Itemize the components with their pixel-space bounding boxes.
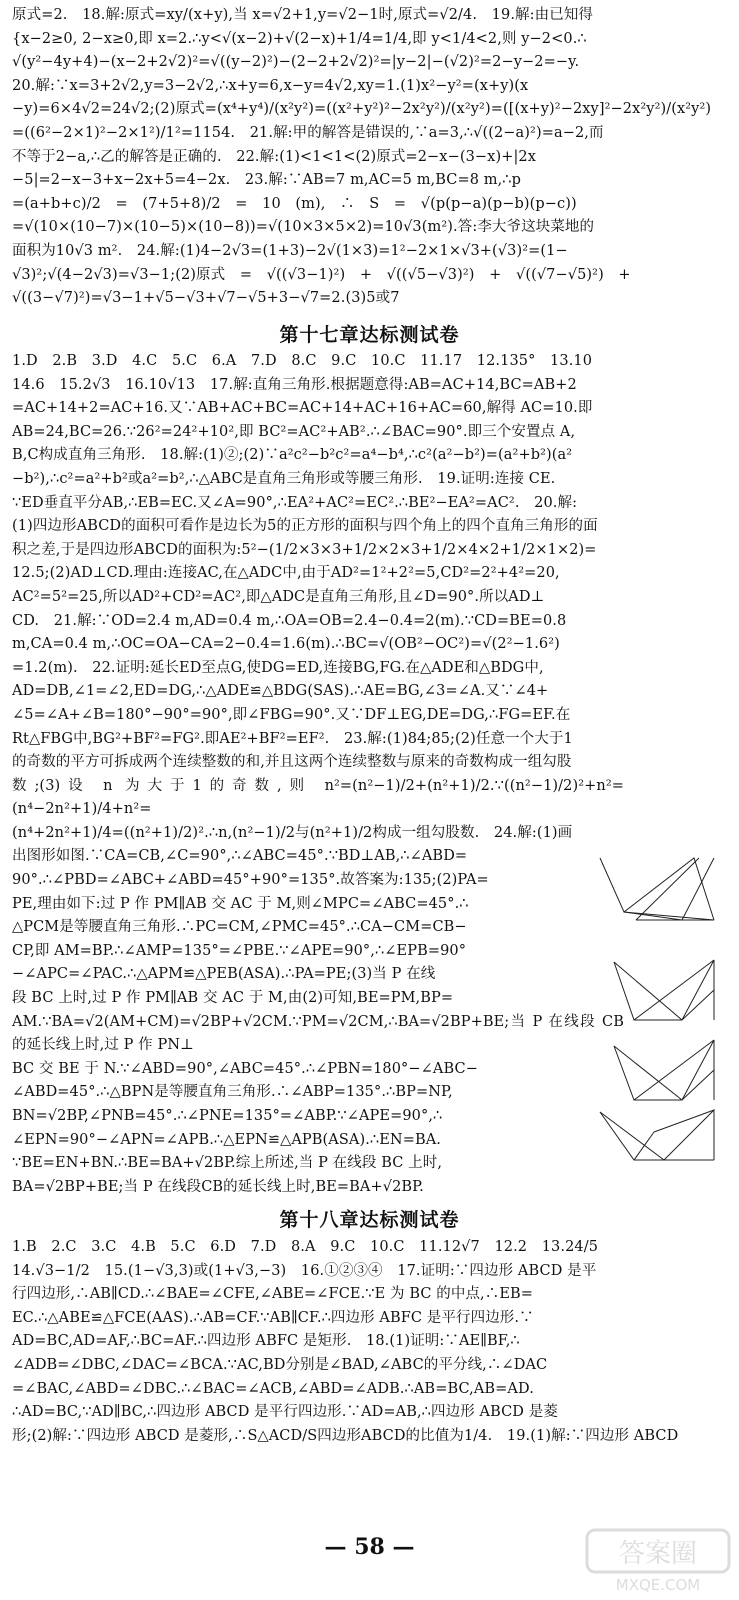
answer-line: =1.2(m). 22.证明:延长ED至点G,使DG=ED,连接BG,FG.在△ADE和△BDG中, [12,659,544,676]
answer-block-chapter18 [12,1236,724,1448]
answer-line: AM.∵BA=√2(AM+CM)=√2BP+√2CM.∵PM=√2CM,∴BA=√2BP+BE;当 P 在线段 CB 的延长线上时,过 P 作 PN⊥ [12,1013,624,1054]
answer-line: BA=√2BP+BE;当 P 在线段CB的延长线上时,BE=BA+√2BP. [12,1178,424,1195]
answer-line: =∠BAC,∠ABD=∠DBC.∴∠BAC=∠ACB,∠ABD=∠ADB.∴AB=BC,AB=AD. [12,1380,534,1397]
answer-line: √3)²;√(4−2√3)=√3−1;(2)原式 = √((√3−1)²) + √((√5−√3)²) + √((√7−√5)²) + [12,266,631,283]
answer-line: AD=BC,AD=AF,∴BC=AF.∴四边形 ABFC 是矩形. 18.(1)证明:∵AE∥BF,∴ [12,1333,520,1350]
answer-line: AB=24,BC=26.∵26²=24²+10²,即 BC²=AC²+AB².∴∠BAC=90°.即三个安置点 A, [12,423,576,440]
answer-line: (1)四边形ABCD的面积可看作是边长为5的正方形的面积与四个角上的四个直角三角形的面 [12,518,598,535]
answer-line: ∴AD=BC,∵AD∥BC,∴四边形 ABCD 是平行四边形.∵AD=AB,∴四边形 ABCD 是菱 [12,1404,558,1421]
answer-line: ∵BE=EN+BN.∴BE=BA+√2BP.综上所述,当 P 在线段 BC 上时, [12,1155,443,1172]
answer-line: BC 交 BE 于 N.∵∠ABD=90°,∠ABC=45°.∴∠PBN=180°−∠ABC− [12,1060,478,1077]
answer-line: 积之差,于是四边形ABCD的面积为:5²−(1/2×3×3+1/2×2×3+1/2×4×2+1/2×1×2)= [12,541,597,558]
answer-line: B,C构成直角三角形. 18.解:(1)②;(2)∵a²c²−b²c²=a⁴−b⁴,∴c²(a²−b²)=(a²+b²)(a² [12,447,573,464]
answer-line: 1.B 2.C 3.C 4.B 5.C 6.D 7.D 8.A 9.C 10.C 11.12√7 12.2 13.24/5 [12,1239,599,1255]
answer-line: BN=√2BP,∠PNB=45°.∴∠PNE=135°=∠ABP.∵∠APE=90°,∴ [12,1108,443,1124]
answer-line: EC.∴△ABE≌△FCE(AAS).∴AB=CF.∵AB∥CF.∴四边形 ABFC 是平行四边形.∵ [12,1309,534,1326]
answer-line: m,CA=0.4 m,∴OC=OA−CA=2−0.4=1.6(m).∴BC=√(OB²−OC²)=√(2²−1.6²) [12,636,560,653]
answer-line: PE,理由如下:过 P 作 PM∥AB 交 AC 于 M,则∠MPC=∠ABC=45°.∴ [12,895,469,912]
chapter17-heading: 第十七章达标测试卷 [279,324,460,346]
answer-line: √((3−√7)²)=√3−1+√5−√3+√7−√5+3−√7=2.(3)5或7 [12,290,400,307]
answer-block-chapter16 [12,4,724,311]
answer-line: 20.解:∵x=3+2√2,y=3−2√2,∴x+y=6,x−y=4√2,xy=1.(1)x²−y²=(x+y)(x [12,77,529,94]
answer-line: 原式=2. 18.解:原式=xy/(x+y),当 x=√2+1,y=√2−1时,原式=√2/4. 19.解:由已知得 [12,7,594,23]
answer-line: −b²),∴c²=a²+b²或a²=b²,∴△ABC是直角三角形或等腰三角形. 19.证明:连接 CE. [12,470,556,487]
answer-line: 行四边形,∴AB∥CD.∴∠BAE=∠CFE,∠ABE=∠FCE.∵E 为 BC 的中点,∴EB= [12,1286,534,1303]
answer-line: =√(10×(10−7)×(10−5)×(10−8))=√(10×3×5×2)=10√3(m²).答:李大爷这块菜地的 [12,219,595,236]
answer-line: 90°.∴∠PBD=∠ABC+∠ABD=45°+90°=135°.故答案为:135;(2)PA= [12,872,489,889]
answer-line: −∠APC=∠PAC.∴△APM≌△PEB(ASA).∴PA=PE;(3)当 P 在线 [12,966,436,983]
answer-line: 的奇数的平方可拆成两个连续整数的和,并且这两个连续整数与原来的奇数构成一组勾股 [12,754,572,771]
answer-line: AC²=5²=25,所以AD²+CD²=AC²,即△ADC是直角三角形,且∠D=90°.所以AD⊥ [12,588,545,605]
answer-line: 面积为10√3 m². 24.解:(1)4−2√3=(1+3)−2√(1×3)=1²−2×1×√3+(√3)²=(1− [12,242,568,259]
answer-line: −5|=2−x−3+x−2x+5=4−2x. 23.解:∵AB=7 m,AC=5 m,BC=8 m,∴p [12,172,522,189]
answer-line: {x−2≥0, 2−x≥0,即 x=2.∴y<√(x−2)+√(2−x)+1/4=1/4,即 y<1/4<2,则 y−2<0.∴ [12,30,587,47]
answer-line: ∵ED垂直平分AB,∴EB=EC.又∠A=90°,∴EA²+AC²=EC².∴BE²−EA²=AC². 20.解: [12,494,578,511]
answer-line: Rt△FBG中,BG²+BF²=FG².即AE²+BF²=EF². 23.解:(1)84;85;(2)任意一个大于1 [12,730,573,747]
page-number: — 58 — [324,1534,415,1560]
answer-line: 12.5;(2)AD⊥CD.理由:连接AC,在△ADC中,由于AD²=1²+2²=5,CD²=2²+4²=20, [12,565,560,582]
answer-line: CP,即 AM=BP.∴∠AMP=135°=∠PBE.∵∠APE=90°,∴∠EPB=90° [12,942,467,959]
answer-line: 14.6 15.2√3 16.10√13 17.解:直角三角形.根据题意得:AB=AC+14,BC=AB+2 [12,376,577,393]
answer-block-chapter17 [12,350,624,1199]
answer-line: =AC+14+2=AC+16.又∵AB+AC+BC=AC+14+AC+16+AC=60,解得 AC=10.即 [12,400,593,417]
answer-line: 1.D 2.B 3.D 4.C 5.C 6.A 7.D 8.C 9.C 10.C 11.17 12.135° 13.10 [12,353,593,369]
answer-line: 数;(3)设 n 为大于1的奇数,则 n²=(n²−1)/2+(n²+1)/2.∵((n²−1)/2)²+n²=(n⁴−2n²+1)/4+n²= [12,777,624,818]
watermark-logo [583,1526,733,1596]
answer-line: △PCM是等腰直角三角形.∴PC=CM,∠PMC=45°.∴CA−CM=CB− [12,919,467,936]
answer-line: 段 BC 上时,过 P 作 PM∥AB 交 AC 于 M,由(2)可知,BE=PM,BP= [12,990,454,1007]
answer-line: CD. 21.解:∵OD=2.4 m,AD=0.4 m,∴OA=OB=2.4−0.4=2(m).∵CD=BE=0.8 [12,612,567,629]
answer-line: 出图形如图.∵CA=CB,∠C=90°,∴∠ABC=45°.∵BD⊥AB,∴∠ABD= [12,848,468,865]
answer-line: 形;(2)解:∵四边形 ABCD 是菱形,∴S△ACD/S四边形ABCD的比值为1/4. 19.(1)解:∵四边形 ABCD [12,1427,679,1444]
geometry-figures [594,850,730,1180]
answer-line: 14.√3−1/2 15.(1−√3,3)或(1+√3,−3) 16.①②③④ 17.证明:∵四边形 ABCD 是平 [12,1262,597,1279]
svg-text:答案圈: 答案圈 [618,1539,698,1569]
answer-line: −y)=6×4√2=24√2;(2)原式=(x⁴+y⁴)/(x²y²)=((x²+y²)²−2x²y²)/(x²y²)=([(x+y)²−2xy]²−2x²y²)/(x²y²) [12,101,712,118]
chapter18-heading: 第十八章达标测试卷 [279,1209,460,1231]
answer-line: ∠ADB=∠DBC,∠DAC=∠BCA.∵AC,BD分别是∠BAD,∠ABC的平分线,∴∠DAC [12,1356,548,1373]
answer-line: ∠5=∠A+∠B=180°−90°=90°,即∠FBG=90°.又∵DF⊥EG,DE=DG,∴FG=EF.在 [12,706,571,723]
answer-line: √(y²−4y+4)−(x−2+2√2)²=√((y−2)²)−(2−2+2√2)²=|y−2|−(√2)²=2−y−2=−y. [12,54,580,71]
answer-line: ∠EPN=90°−∠APN=∠APB.∴△EPN≌△APB(ASA).∴EN=BA. [12,1131,442,1148]
answer-line: =((6²−2×1)²−2×1²)/1²=1154. 21.解:甲的解答是错误的,∵a=3,∴√((2−a)²)=a−2,而 [12,124,604,141]
answer-line: ∠ABD=45°.∴△BPN是等腰直角三角形.∴∠ABP=135°.∴BP=NP, [12,1084,453,1101]
answer-line: =(a+b+c)/2 = (7+5+8)/2 = 10 (m), ∴ S = √(p(p−a)(p−b)(p−c)) [12,195,577,212]
answer-line: (n⁴+2n²+1)/4=((n²+1)/2)².∴n,(n²−1)/2与(n²+1)/2构成一组勾股数. 24.解:(1)画 [12,824,573,841]
answer-line: 不等于2−a,∴乙的解答是正确的. 22.解:(1)<1<1<(2)原式=2−x−(3−x)+|2x [12,148,537,165]
answer-line: AD=DB,∠1=∠2,ED=DG,∴△ADE≌△BDG(SAS).∴AE=BG,∠3=∠A.又∵∠4+ [12,683,549,700]
svg-text:MXQE.COM: MXQE.COM [615,1576,701,1594]
